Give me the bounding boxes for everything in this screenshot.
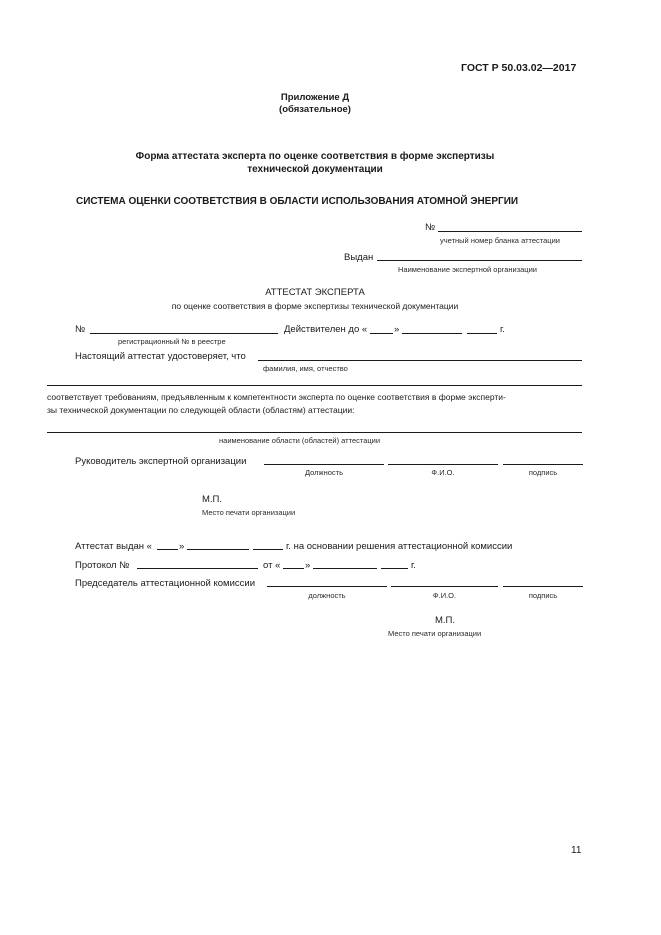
- protocol-quote-close: »: [305, 560, 311, 571]
- protocol-year-line: [381, 568, 408, 569]
- system-title: СИСТЕМА ОЦЕНКИ СООТВЕТСТВИЯ В ОБЛАСТИ ИСПОЛЬЗОВАНИЯ АТОМНОЙ ЭНЕРГИИ: [76, 196, 519, 207]
- issued-quote-close: »: [179, 541, 185, 552]
- protocol-year-suffix: г.: [411, 560, 416, 571]
- chairman-position-caption: должность: [308, 591, 346, 600]
- valid-year-suffix: г.: [500, 324, 505, 335]
- protocol-number-line: [137, 568, 258, 569]
- issued-prefix: Аттестат выдан «: [75, 541, 152, 552]
- certifies-label: Настоящий аттестат удостоверяет, что: [75, 351, 246, 362]
- fio-continuation-line: [47, 385, 582, 386]
- head-signature-caption: подпись: [528, 468, 558, 477]
- chairman-label: Председатель аттестационной комиссии: [75, 578, 255, 589]
- compliance-line2: зы технической документации по следующей области (областям) аттестации:: [47, 405, 355, 415]
- appendix-title: Приложение Д: [280, 92, 350, 103]
- blank-number-label: №: [425, 222, 436, 233]
- stamp1-caption: Место печати организации: [202, 508, 296, 517]
- certificate-title: АТТЕСТАТ ЭКСПЕРТА: [265, 287, 365, 298]
- form-title-line1: Форма аттестата эксперта по оценке соответствия в форме экспертизы: [135, 151, 495, 162]
- chairman-fio-line: [391, 586, 498, 587]
- stamp2-caption: Место печати организации: [388, 629, 482, 638]
- issued-day-line: [157, 549, 178, 550]
- issued-by-line: [377, 260, 582, 261]
- head-org-label: Руководитель экспертной организации: [75, 456, 247, 467]
- registry-no-label: №: [75, 324, 86, 335]
- page-number: 11: [571, 845, 582, 856]
- issued-by-caption: Наименование экспертной организации: [398, 265, 537, 274]
- protocol-day-line: [283, 568, 304, 569]
- protocol-label: Протокол №: [75, 560, 130, 571]
- valid-until-label: Действителен до «: [284, 324, 368, 335]
- issued-month-line: [187, 549, 249, 550]
- head-position-caption: Должность: [305, 468, 343, 477]
- area-line: [47, 432, 582, 433]
- valid-quote-close: »: [394, 324, 400, 335]
- chairman-signature-caption: подпись: [528, 591, 558, 600]
- compliance-line1: соответствует требованиям, предъявленным к компетентности эксперта по оценке соответствия в форме эксперти-: [47, 392, 506, 402]
- head-signature-line: [503, 464, 583, 465]
- registry-number-line: [90, 333, 278, 334]
- form-title-line2: технической документации: [247, 164, 383, 175]
- stamp2-mp: М.П.: [435, 615, 456, 626]
- valid-year-line: [467, 333, 497, 334]
- valid-day-line: [370, 333, 393, 334]
- valid-month-line: [402, 333, 462, 334]
- fio-caption: фамилия, имя, отчество: [263, 364, 348, 373]
- head-fio-caption: Ф.И.О.: [431, 468, 455, 477]
- registry-caption: регистрационный № в реестре: [118, 337, 226, 346]
- issued-by-label: Выдан: [344, 252, 374, 263]
- standard-code: ГОСТ Р 50.03.02—2017: [461, 62, 577, 74]
- head-position-line: [264, 464, 384, 465]
- issued-year-line: [253, 549, 283, 550]
- chairman-signature-line: [503, 586, 583, 587]
- head-fio-line: [388, 464, 498, 465]
- chairman-fio-caption: Ф.И.О.: [432, 591, 457, 600]
- chairman-position-line: [267, 586, 387, 587]
- issued-suffix: г. на основании решения аттестационной комиссии: [286, 541, 513, 552]
- area-caption: наименование области (областей) аттестации: [219, 436, 381, 445]
- protocol-month-line: [313, 568, 377, 569]
- protocol-from: от «: [263, 560, 281, 571]
- appendix-subtitle: (обязательное): [279, 104, 351, 115]
- blank-number-line: [438, 231, 582, 232]
- stamp1-mp: М.П.: [202, 494, 223, 505]
- blank-number-caption: учетный номер бланка аттестации: [440, 236, 560, 245]
- fio-line: [258, 360, 582, 361]
- certificate-subtitle: по оценке соответствия в форме экспертизы технической документации: [171, 301, 459, 311]
